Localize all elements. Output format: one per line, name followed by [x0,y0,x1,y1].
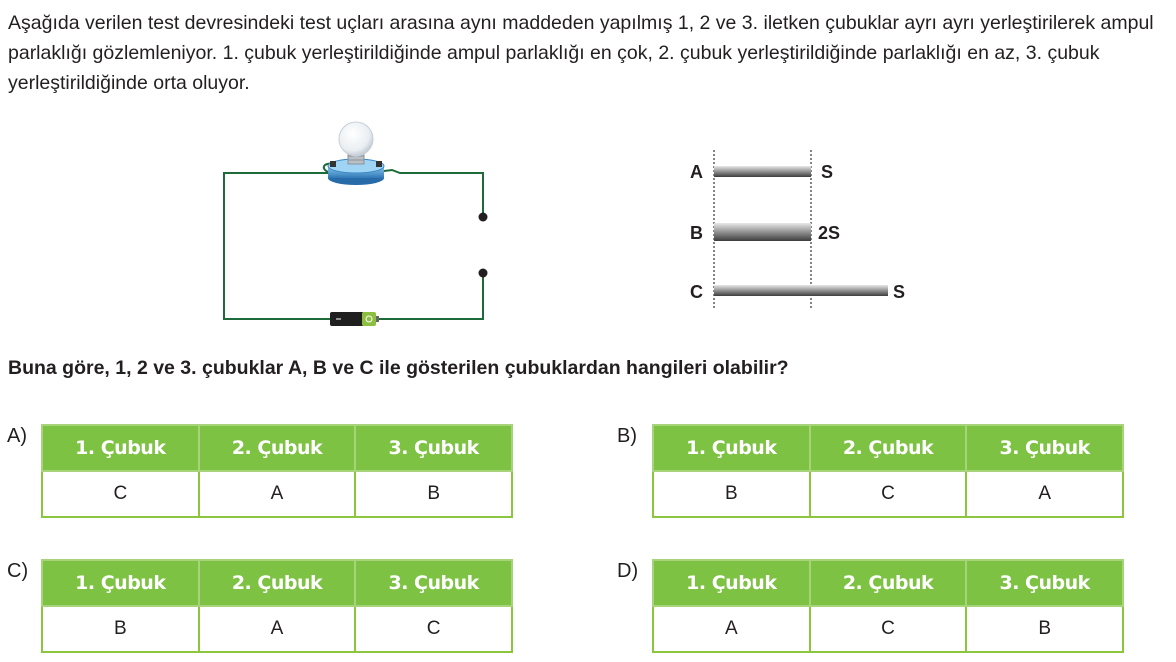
question-text: Aşağıda verilen test devresindeki test uçları arasına aynı maddeden yapılmış 1, 2 ve 3. iletken çubuklar ayrı ayrı yerleştirilerek ampul parlaklığı gözlemleniyor. 1. çubuk yerleştirildiğinde ampul parlaklığı en çok, 2. çubuk yerleştirildiğinde parlaklığı en az, 3. çubuk yerleştirildiğinde orta oluyor. [8,12,1154,94]
option-d-value-1: A [653,606,810,652]
rod-a [714,166,811,177]
sub-question-text: Buna göre, 1, 2 ve 3. çubuklar A, B ve C ile gösterilen çubuklardan hangileri olabilir? [8,357,789,379]
option-b-header-2: 2. Çubuk [810,425,967,471]
option-a-value-1: C [42,471,199,517]
option-c-value-1: B [42,606,199,652]
rod-c-label: C [690,282,703,302]
option-a-header-2: 2. Çubuk [199,425,356,471]
rod-c-area: S [893,282,906,302]
option-c-value-2: A [199,606,356,652]
option-d-table[interactable] [652,559,1124,653]
test-terminal-top [479,213,488,222]
battery-icon [330,312,379,326]
option-b-table[interactable] [652,424,1124,518]
option-c-value-3: C [355,606,512,652]
option-b-value-1: B [653,471,810,517]
option-a-letter[interactable]: A) [7,425,27,447]
option-c-header-2: 2. Çubuk [199,560,356,606]
rod-b [714,223,811,241]
rod-c [714,285,888,296]
circuit-wire-right-top [376,170,483,217]
option-d-letter[interactable]: D) [617,560,639,582]
option-d-header-1: 1. Çubuk [653,560,810,606]
rod-b-area: 2S [818,223,841,243]
option-a-header-3: 3. Çubuk [355,425,512,471]
rod-b-label: B [690,223,703,243]
option-a-value-2: A [199,471,356,517]
rods-diagram [690,150,905,310]
option-c-letter[interactable]: C) [7,560,29,582]
circuit-wire-left [224,173,331,319]
test-circuit [224,122,488,326]
option-a-value-3: B [355,471,512,517]
rod-a-label: A [690,162,703,182]
option-b-value-2: C [810,471,967,517]
option-c-header-3: 3. Çubuk [355,560,512,606]
option-d-header-3: 3. Çubuk [966,560,1123,606]
option-d-value-3: B [966,606,1123,652]
option-b-header-3: 3. Çubuk [966,425,1123,471]
option-a-table[interactable] [41,424,513,518]
test-terminal-bottom [479,269,488,278]
option-d-header-2: 2. Çubuk [810,560,967,606]
lamp-icon [328,122,384,185]
circuit-wire-right-bottom [376,273,483,319]
option-b-header-1: 1. Çubuk [653,425,810,471]
option-a-header-1: 1. Çubuk [42,425,199,471]
option-c-header-1: 1. Çubuk [42,560,199,606]
option-b-value-3: A [966,471,1123,517]
option-c-table[interactable] [41,559,513,653]
rod-a-area: S [821,162,834,182]
option-d-value-2: C [810,606,967,652]
option-b-letter[interactable]: B) [617,425,637,447]
